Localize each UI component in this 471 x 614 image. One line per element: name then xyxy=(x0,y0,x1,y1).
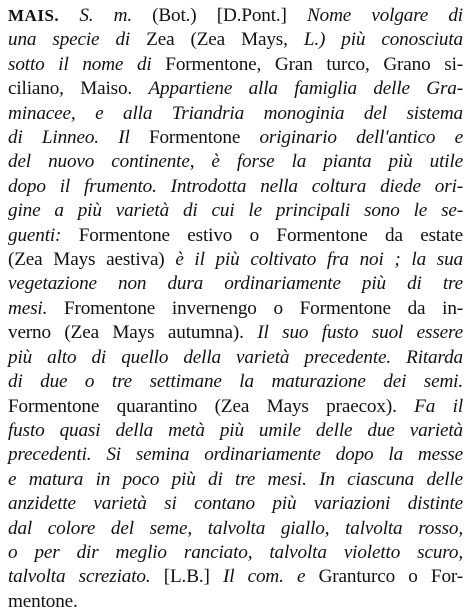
text-run: Formentone, Gran turco, Grano si- xyxy=(151,53,463,75)
entry-line xyxy=(8,346,463,370)
italic-text: di Linneo. Il xyxy=(8,127,130,149)
entry-line xyxy=(8,248,463,272)
entry-line xyxy=(8,77,463,101)
text-run: (Bot.) [D.Pont.] xyxy=(131,5,307,26)
entry-line xyxy=(8,102,463,126)
entry-line xyxy=(8,53,463,77)
italic-text: S. m. xyxy=(79,5,132,26)
text-run: verno (Zea Mays autumna). xyxy=(8,322,258,344)
entry-line xyxy=(8,492,463,516)
entry-line xyxy=(8,199,463,223)
entry-line xyxy=(8,443,463,467)
italic-text: più alto di quello della varietà precedente. Ritarda xyxy=(8,346,463,368)
entry-line xyxy=(8,150,463,174)
italic-text: gine a più varietà di cui le principali sono le se- xyxy=(8,200,463,222)
italic-text: Nome volgare di xyxy=(306,5,463,26)
italic-text: L.) più conosciuta xyxy=(303,29,464,51)
text-run: Fromentone invernengo o Formentone da in- xyxy=(47,297,463,319)
entry-line xyxy=(8,224,463,248)
italic-text: vegetazione non dura ordinariamente più di tre xyxy=(8,273,463,295)
text-run: (Zea Mays aestiva) xyxy=(8,249,176,271)
italic-text: guenti: xyxy=(8,224,62,246)
entry-line xyxy=(8,297,463,321)
italic-text: è il più coltivato fra noi ; la sua xyxy=(175,249,464,271)
text-run: Formentone estivo o Formentone da estate xyxy=(61,224,463,246)
text-run: Formentone xyxy=(129,127,260,149)
entry-line xyxy=(8,565,463,589)
italic-text: e matura in poco più di tre mesi. In ciascuna delle xyxy=(8,468,463,490)
text-run: Zea (Zea Mays, xyxy=(130,29,304,51)
text-run: ciliano, Maiso. xyxy=(8,78,149,100)
text-run: [L.B.] xyxy=(150,566,223,588)
entry-line xyxy=(8,321,463,345)
entry-line xyxy=(8,126,463,150)
entry-line xyxy=(8,590,463,614)
italic-text: Appartiene alla famiglia delle Gra- xyxy=(148,78,463,100)
italic-text: originario dell'antico e xyxy=(259,127,463,149)
entry-line xyxy=(8,272,463,296)
entry-line xyxy=(8,541,463,565)
entry-line xyxy=(8,4,463,28)
italic-text: del nuovo continente, è forse la pianta più utile xyxy=(8,151,463,173)
italic-text: Il suo fusto suol essere xyxy=(257,322,463,344)
headword: MAIS. xyxy=(8,6,60,25)
italic-text: mesi. xyxy=(8,297,48,319)
italic-text: una specie di xyxy=(8,29,131,51)
entry-line xyxy=(8,468,463,492)
text-run: Formentone quarantino (Zea Mays praecox). xyxy=(8,395,415,417)
dictionary-entry-mais xyxy=(8,4,463,614)
entry-line xyxy=(8,370,463,394)
italic-text: anzidette varietà si contano più variazioni distinte xyxy=(8,493,463,515)
text-run: mentone. xyxy=(8,590,78,612)
italic-text: Il com. e xyxy=(222,566,306,588)
entry-line xyxy=(8,517,463,541)
italic-text: dal colore del seme, talvolta giallo, talvolta rosso, xyxy=(8,517,463,539)
entry-line xyxy=(8,419,463,443)
italic-text: precedenti. Si semina ordinariamente dopo la messe xyxy=(8,444,463,466)
italic-text: Fa il xyxy=(414,395,463,417)
italic-text: o per dir meglio ranciato, talvolta violetto scuro, xyxy=(8,541,463,563)
italic-text: sotto il nome di xyxy=(8,53,152,75)
italic-text: dopo il frumento. Introdotta nella coltura diede ori- xyxy=(8,175,463,197)
text-run xyxy=(59,5,79,26)
italic-text: minacee, e alla Triandria monoginia del sistema xyxy=(8,102,463,124)
italic-text: fusto quasi della metà più umile delle due varietà xyxy=(8,419,463,441)
text-run: Granturco o For- xyxy=(305,566,463,588)
entry-line xyxy=(8,28,463,52)
entry-line xyxy=(8,175,463,199)
italic-text: di due o tre settimane la maturazione dei semi. xyxy=(8,371,463,393)
entry-line xyxy=(8,395,463,419)
italic-text: talvolta screziato. xyxy=(8,566,151,588)
